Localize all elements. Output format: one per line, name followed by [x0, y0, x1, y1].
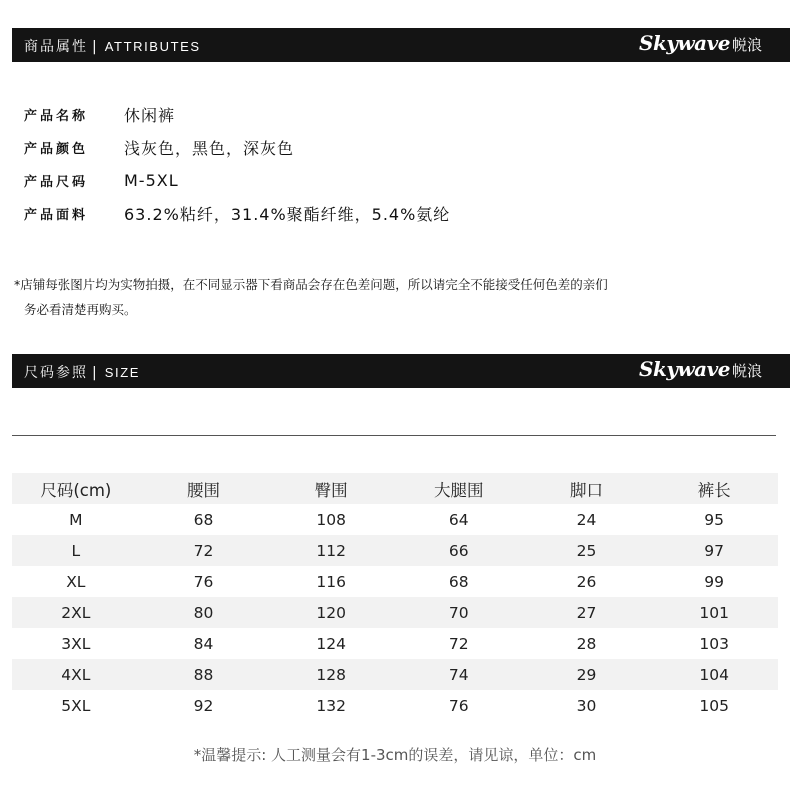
table-row: [12, 659, 778, 690]
color-difference-notice: [14, 272, 608, 322]
table-row: [12, 566, 778, 597]
size-table-header-row: [12, 473, 778, 504]
table-cell: 124: [267, 628, 395, 659]
table-cell: 120: [267, 597, 395, 628]
table-cell: 105: [650, 690, 778, 721]
size-title-zh: 尺码参照: [24, 365, 88, 381]
table-cell: 108: [267, 504, 395, 535]
table-cell: 97: [650, 535, 778, 566]
table-cell: 92: [140, 690, 268, 721]
attribute-value: 浅灰色，黑色，深灰色: [124, 139, 295, 158]
brand-logo: [639, 357, 762, 381]
table-cell: 68: [140, 504, 268, 535]
table-cell: 24: [523, 504, 651, 535]
table-cell: 99: [650, 566, 778, 597]
table-cell: 72: [395, 628, 523, 659]
table-row: [12, 690, 778, 721]
attribute-key: 产品颜色: [24, 142, 89, 157]
table-cell: 84: [140, 628, 268, 659]
column-header-length: 裤长: [650, 473, 778, 504]
table-cell: 25: [523, 535, 651, 566]
table-cell: 95: [650, 504, 778, 535]
table-cell: 68: [395, 566, 523, 597]
table-cell: 30: [523, 690, 651, 721]
table-cell: 76: [140, 566, 268, 597]
attribute-row-size: [24, 164, 450, 197]
size-header-bar: [12, 354, 790, 388]
table-cell: 112: [267, 535, 395, 566]
table-cell: L: [12, 535, 140, 566]
table-row: [12, 504, 778, 535]
divider-line: [12, 435, 776, 436]
size-title-en: SIZE: [104, 365, 141, 380]
table-cell: 103: [650, 628, 778, 659]
table-cell: 29: [523, 659, 651, 690]
brand-logo-cn: 帨浪: [731, 36, 762, 54]
attributes-header-title: [24, 36, 201, 56]
table-cell: 80: [140, 597, 268, 628]
table-row: [12, 535, 778, 566]
table-cell: 66: [395, 535, 523, 566]
brand-logo-cn: 帨浪: [731, 362, 762, 380]
column-header-hip: 臀围: [267, 473, 395, 504]
table-cell: 104: [650, 659, 778, 690]
table-cell: XL: [12, 566, 140, 597]
attribute-row-name: [24, 98, 450, 131]
table-cell: 26: [523, 566, 651, 597]
table-row: [12, 597, 778, 628]
table-cell: 28: [523, 628, 651, 659]
attributes-header-bar: [12, 28, 790, 62]
table-cell: M: [12, 504, 140, 535]
attributes-title-separator: |: [92, 39, 99, 55]
attribute-value: M-5XL: [124, 171, 179, 190]
table-cell: 27: [523, 597, 651, 628]
attribute-key: 产品名称: [24, 109, 89, 124]
notice-line-1: *店铺每张图片均为实物拍摄，在不同显示器下看商品会存在色差问题，所以请完全不能接受任何色差的亲们: [14, 277, 608, 292]
table-cell: 5XL: [12, 690, 140, 721]
table-cell: 2XL: [12, 597, 140, 628]
attributes-title-zh: 商品属性: [24, 39, 88, 55]
brand-logo-text: Skywave: [639, 31, 730, 55]
notice-line-2: 务必看清楚再购买。: [24, 302, 137, 317]
table-cell: 3XL: [12, 628, 140, 659]
attribute-list: [24, 98, 450, 230]
table-cell: 128: [267, 659, 395, 690]
column-header-thigh: 大腿围: [395, 473, 523, 504]
attribute-row-fabric: [24, 197, 450, 230]
brand-logo: [639, 31, 762, 55]
table-cell: 4XL: [12, 659, 140, 690]
brand-logo-text: Skywave: [639, 357, 730, 381]
table-cell: 116: [267, 566, 395, 597]
table-cell: 88: [140, 659, 268, 690]
size-table: [12, 473, 778, 721]
measurement-footnote: *温馨提示: 人工测量会有1-3cm的误差，请见谅，单位：cm: [193, 746, 597, 764]
table-row: [12, 628, 778, 659]
column-header-size: 尺码(cm): [12, 473, 140, 504]
size-title-separator: |: [92, 365, 99, 381]
attribute-value: 休闲裤: [124, 106, 176, 125]
table-cell: 64: [395, 504, 523, 535]
attribute-value: 63.2%粘纤，31.4%聚酯纤维，5.4%氨纶: [124, 205, 451, 224]
attribute-row-color: [24, 131, 450, 164]
attributes-title-en: ATTRIBUTES: [104, 39, 201, 54]
table-cell: 70: [395, 597, 523, 628]
table-cell: 132: [267, 690, 395, 721]
size-header-title: [24, 362, 140, 382]
table-cell: 76: [395, 690, 523, 721]
table-cell: 74: [395, 659, 523, 690]
attribute-key: 产品面料: [24, 208, 89, 223]
column-header-leg-opening: 脚口: [523, 473, 651, 504]
table-cell: 72: [140, 535, 268, 566]
attribute-key: 产品尺码: [24, 175, 89, 190]
table-cell: 101: [650, 597, 778, 628]
column-header-waist: 腰围: [140, 473, 268, 504]
